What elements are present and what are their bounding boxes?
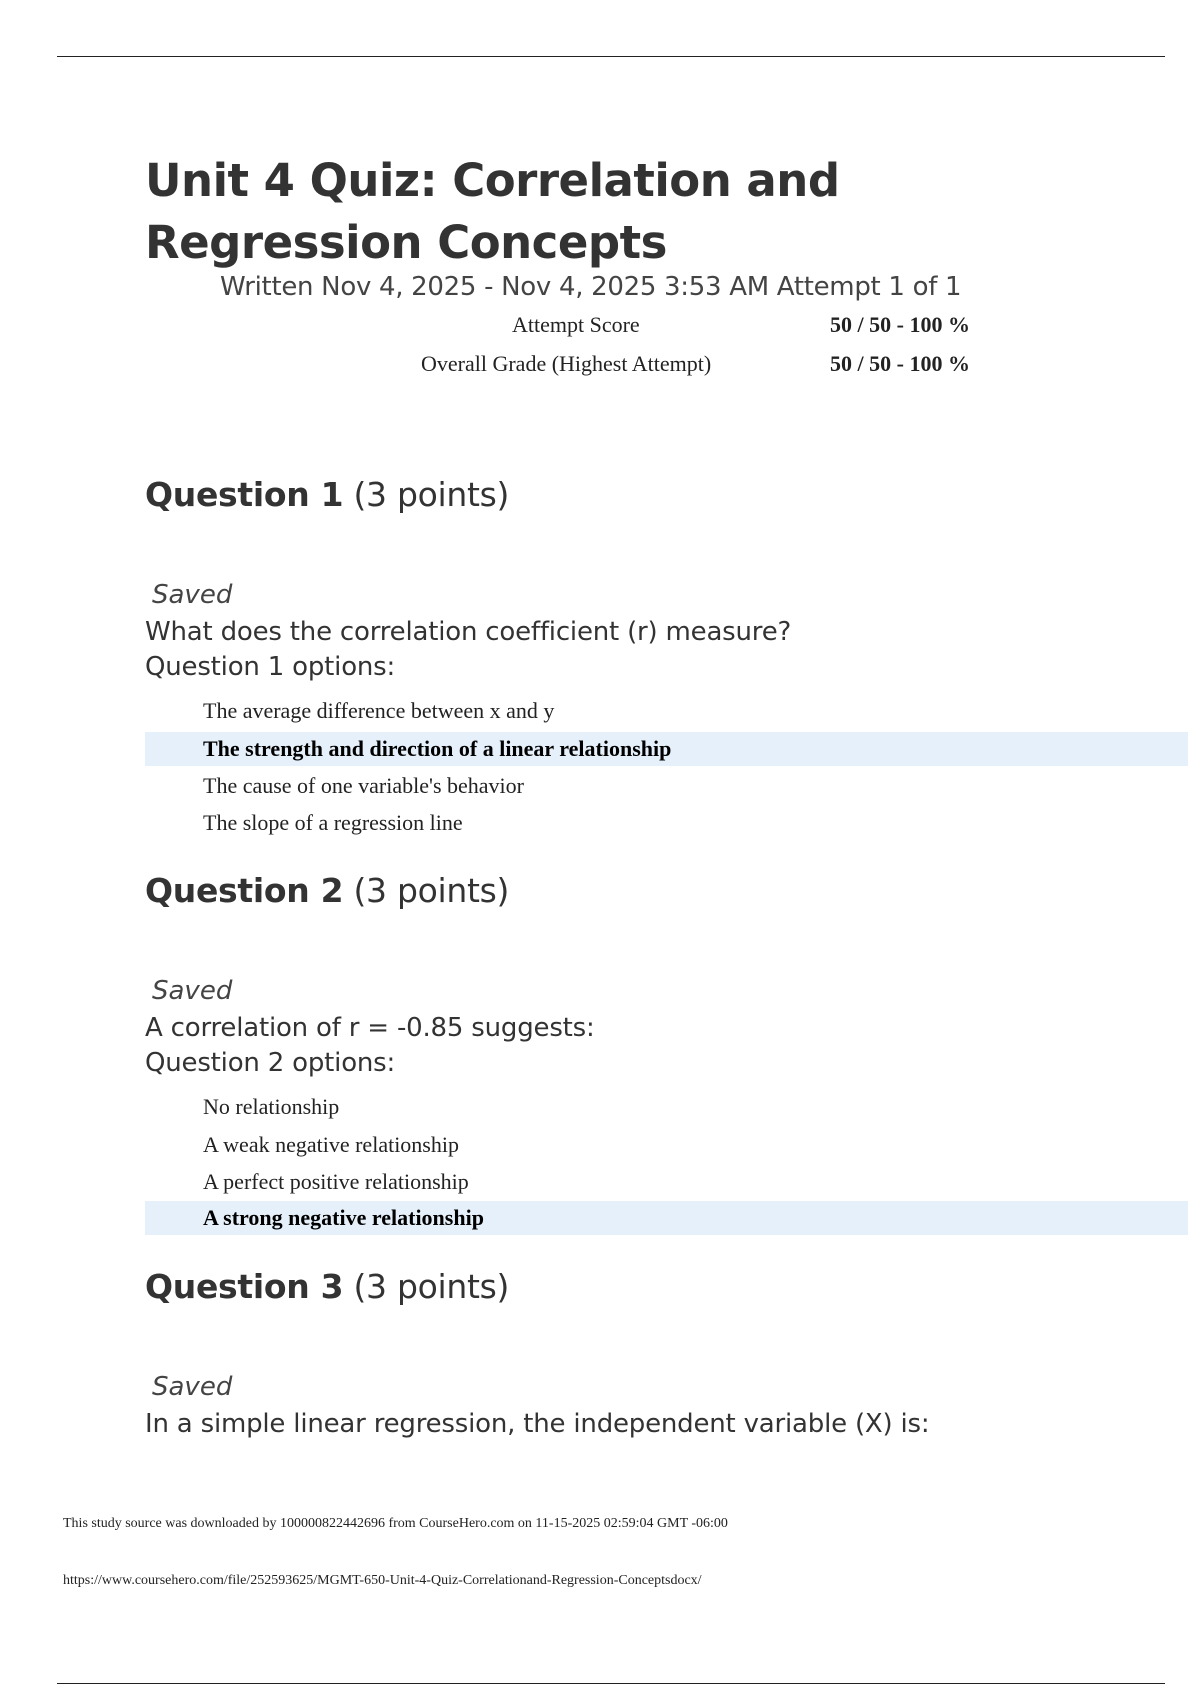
question-1-option[interactable] <box>145 769 1188 803</box>
question-2-option[interactable] <box>145 1128 1188 1162</box>
question-2-saved-status: Saved <box>152 976 233 1006</box>
question-1-options-label: Question 1 options: <box>145 652 396 682</box>
question-2-heading <box>145 871 509 910</box>
page-title: Unit 4 Quiz: Correlation and Regression Concepts <box>145 154 840 269</box>
option-label: A weak negative relationship <box>203 1132 459 1157</box>
question-2-text: A correlation of r = -0.85 suggests: <box>145 1013 595 1043</box>
question-3-heading <box>145 1267 509 1306</box>
question-1-heading <box>145 475 509 514</box>
option-label: The average difference between x and y <box>203 698 555 723</box>
overall-grade-value: 50 / 50 - 100 % <box>830 351 970 376</box>
option-label: The slope of a regression line <box>203 810 463 835</box>
question-3-saved-status: Saved <box>152 1372 233 1402</box>
option-label: A perfect positive relationship <box>203 1169 469 1194</box>
question-1-text: What does the correlation coefficient (r) measure? <box>145 617 792 647</box>
top-rule <box>57 56 1165 57</box>
attempt-score-label: Attempt Score <box>512 312 640 337</box>
option-label: A strong negative relationship <box>203 1205 484 1230</box>
question-1-option[interactable] <box>145 694 1188 728</box>
source-url[interactable]: https://www.coursehero.com/file/252593625/MGMT-650-Unit-4-Quiz-Correlationand-Regression-Conceptsdocx/ <box>63 1573 702 1588</box>
question-3-text: In a simple linear regression, the independent variable (X) is: <box>145 1409 930 1439</box>
option-label: The cause of one variable's behavior <box>203 773 524 798</box>
attempt-info: Written Nov 4, 2025 - Nov 4, 2025 3:53 AM Attempt 1 of 1 <box>220 272 962 302</box>
question-2-options-label: Question 2 options: <box>145 1048 396 1078</box>
question-3-number: Question 3 <box>145 1267 344 1306</box>
source-note: This study source was downloaded by 100000822442696 from CourseHero.com on 11-15-2025 02:59:04 GMT -06:00 <box>63 1516 728 1531</box>
question-2-number: Question 2 <box>145 871 344 910</box>
question-1-points: (3 points) <box>353 475 510 514</box>
question-1-option[interactable] <box>145 806 1188 840</box>
question-1-option-selected[interactable] <box>145 732 1188 766</box>
attempt-score-row <box>0 312 1200 342</box>
option-label: The strength and direction of a linear relationship <box>203 736 672 761</box>
overall-grade-label: Overall Grade (Highest Attempt) <box>421 351 712 376</box>
question-1-saved-status: Saved <box>152 580 233 610</box>
question-1-number: Question 1 <box>145 475 344 514</box>
question-2-option-selected[interactable] <box>145 1201 1188 1235</box>
bottom-rule <box>57 1683 1165 1684</box>
attempt-score-value: 50 / 50 - 100 % <box>830 312 970 337</box>
question-3-points: (3 points) <box>353 1267 510 1306</box>
question-2-points: (3 points) <box>353 871 510 910</box>
question-2-option[interactable] <box>145 1090 1188 1124</box>
overall-grade-row <box>0 351 1200 381</box>
option-label: No relationship <box>203 1094 340 1119</box>
question-2-option[interactable] <box>145 1165 1188 1199</box>
